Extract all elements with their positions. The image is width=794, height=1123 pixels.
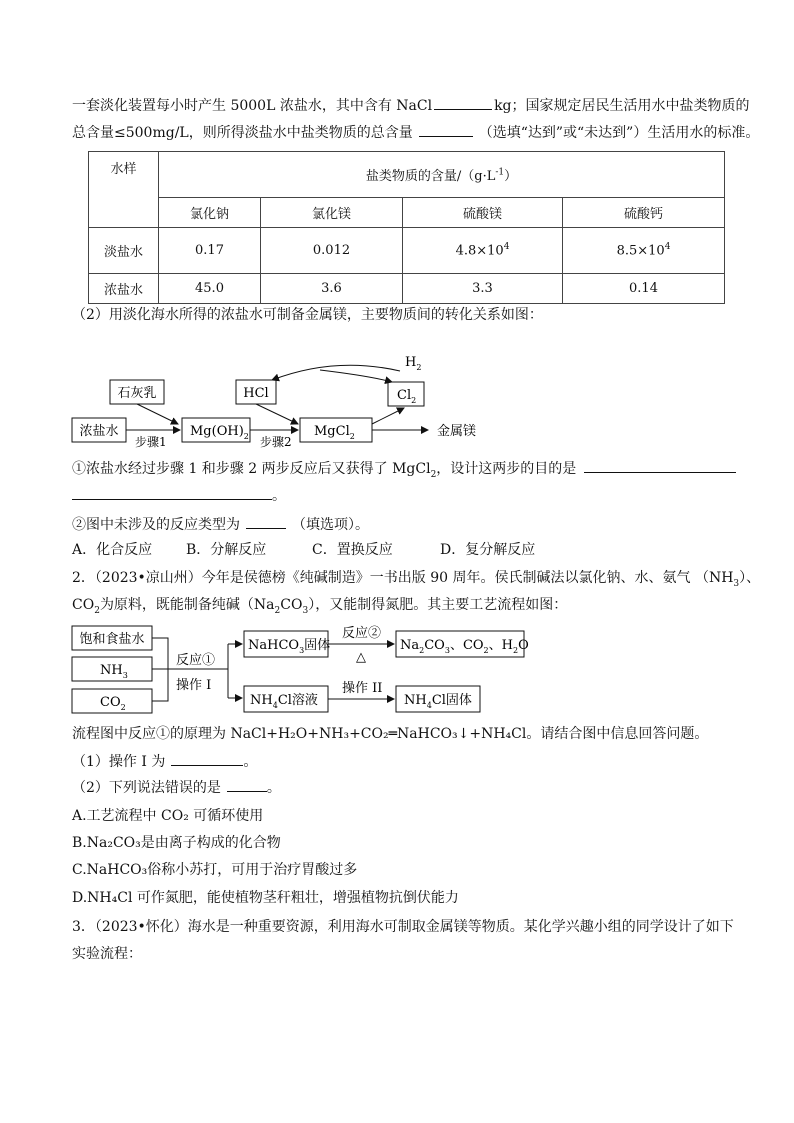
- q2-intro: （2）用淡化海水所得的浓盐水可制备金属镁，主要物质间的转化关系如图：: [72, 307, 543, 323]
- table-row: [89, 274, 725, 304]
- answer-blank[interactable]: [72, 485, 272, 500]
- brine-label: 饱和食盐水: [79, 632, 145, 647]
- co2-label: $CO_2$: [100, 695, 126, 712]
- nh4cl-solution-label: $NH_4Cl$溶液: [250, 693, 318, 710]
- row-label: 淡盐水: [89, 228, 159, 274]
- cell: 0.17: [159, 228, 261, 274]
- cl2-label: $Cl_2$: [397, 388, 417, 405]
- problem2-line1: 2．（2023•凉山州）今年是侯德榜《纯碱制造》一书出版 90 周年。侯氏制碱法以氯化钠、水、氨气 $(NH_3)$、: [72, 570, 761, 589]
- h2-label: $H_2$: [405, 355, 422, 372]
- cell: $8.5\times 10^4$: [563, 228, 725, 274]
- p2-q1: （1）操作 I 为 。: [72, 751, 257, 772]
- mg-flow-diagram: [0, 340, 794, 450]
- option-a[interactable]: A.工艺流程中 CO₂ 可循环使用: [72, 808, 264, 824]
- p2-q2: （2）下列说法错误的是 。: [72, 777, 281, 798]
- problem3-line1: 3．（2023•怀化）海水是一种重要资源，利用海水可制取金属镁等物质。某化学兴趣小组的同学设计了如下: [72, 919, 734, 935]
- table-row: [89, 228, 725, 274]
- option-b[interactable]: B.Na₂CO₃是由离子构成的化合物: [72, 835, 281, 851]
- choice-c[interactable]: C．置换反应: [312, 542, 393, 558]
- p1-line1: 一套淡化装置每小时产生 5000L 浓盐水，其中含有 NaCl kg；国家规定居民生活用水中盐类物质的: [72, 95, 750, 116]
- row-label: 浓盐水: [89, 274, 159, 304]
- brine-label: 浓盐水: [79, 424, 119, 439]
- answer-blank[interactable]: [419, 122, 473, 137]
- group-header: 盐类物质的含量$/(g\cdot L^{-1})$: [159, 152, 725, 198]
- col-header: 硫酸镁: [403, 198, 563, 228]
- op2-label: 操作 II: [342, 681, 383, 696]
- metal-label: 金属镁: [437, 424, 477, 439]
- soda-flow-diagram: [0, 620, 794, 720]
- col-header: 氯化镁: [261, 198, 403, 228]
- problem2-line2: $CO_2$为原料，既能制备纯碱$(Na_2CO_3)$，又能制得氮肥。其主要工艺流程如图：: [72, 597, 568, 616]
- col-header: 硫酸钙: [563, 198, 725, 228]
- q-circle2: ②图中未涉及的反应类型为 （填选项）。: [72, 514, 369, 535]
- answer-blank[interactable]: [227, 777, 267, 792]
- corner-cell: 水样: [89, 152, 159, 228]
- op1-label: 操作 I: [176, 678, 212, 693]
- option-c[interactable]: C.NaHCO₃俗称小苏打，可用于治疗胃酸过多: [72, 862, 358, 878]
- nahco3-label: NaHCO$_3$固体: [248, 638, 331, 655]
- choices: [72, 540, 535, 560]
- choice-d[interactable]: D．复分解反应: [440, 542, 536, 558]
- p1-line2: 总含量≤500mg/L，则所得淡盐水中盐类物质的总含量 （选填“达到”或“未达到”）生活用水的标准。: [72, 122, 759, 143]
- cell: 0.012: [261, 228, 403, 274]
- col-header: 氯化钠: [159, 198, 261, 228]
- answer-blank[interactable]: [434, 95, 492, 110]
- cell: 0.14: [563, 274, 725, 304]
- heat-symbol: △: [356, 650, 366, 665]
- lime-label: 石灰乳: [117, 386, 157, 401]
- q-circle1: ①浓盐水经过步骤 1 和步骤 2 两步反应后又获得了 MgCl$_2$，设计这两步的目的是: [72, 458, 736, 485]
- reaction1-label: 反应①: [176, 653, 216, 668]
- choice-b[interactable]: B．分解反应: [186, 542, 267, 558]
- reaction2-label: 反应②: [342, 626, 382, 641]
- cell: 3.6: [261, 274, 403, 304]
- answer-blank[interactable]: [171, 751, 243, 766]
- answer-blank[interactable]: [584, 458, 736, 473]
- q-circle1-cont: 。: [72, 485, 286, 506]
- mgcl2-label: MgCl$_2$: [314, 424, 355, 441]
- products-label: $Na_2CO_3$、$CO_2$、$H_2O$: [400, 638, 529, 655]
- option-d[interactable]: D.NH₄Cl 可作氮肥，能使植物茎秆粗壮，增强植物抗倒伏能力: [72, 890, 459, 906]
- hcl-label: HCl: [243, 386, 269, 401]
- cell: 45.0: [159, 274, 261, 304]
- step1-label: 步骤1: [135, 435, 167, 449]
- problem3-line2: 实验流程：: [72, 946, 142, 962]
- nh3-label: $NH_3$: [100, 663, 128, 680]
- salt-content-table: [88, 151, 725, 304]
- cell: $4.8\times 10^4$: [403, 228, 563, 274]
- mgoh-label: $Mg(OH)_2$: [190, 424, 249, 441]
- answer-blank[interactable]: [246, 514, 286, 529]
- step2-label: 步骤2: [260, 435, 292, 449]
- nh4cl-solid-label: $NH_4Cl$固体: [404, 693, 472, 710]
- choice-a[interactable]: A．化合反应: [72, 542, 153, 558]
- principle: 流程图中反应①的原理为 NaCl+H₂O+NH₃+CO₂═NaHCO₃↓+NH₄Cl。请结合图中信息回答问题。: [72, 726, 709, 742]
- cell: 3.3: [403, 274, 563, 304]
